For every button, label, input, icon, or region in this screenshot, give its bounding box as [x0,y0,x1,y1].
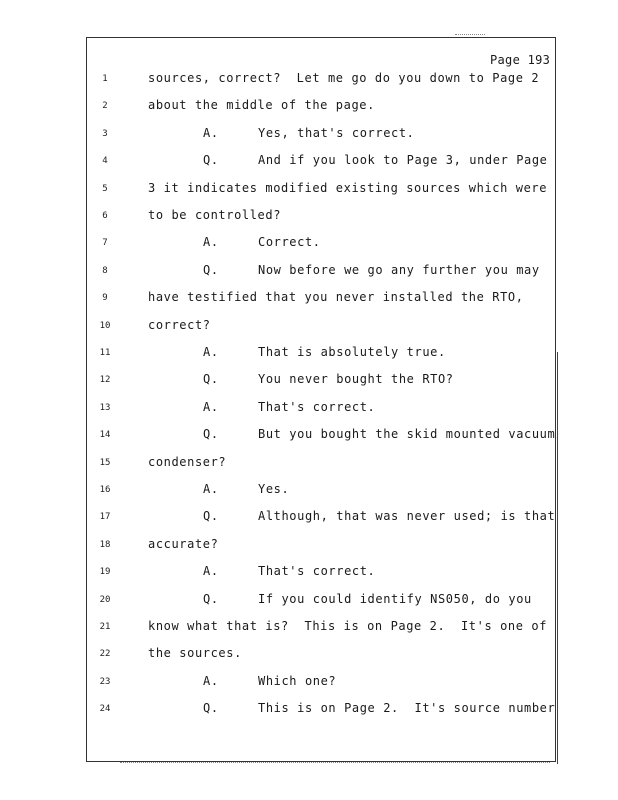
speaker-label: Q. [203,153,219,168]
line-number: 22 [99,649,111,660]
line-text: accurate? [148,536,219,551]
transcript-line [0,263,618,285]
line-number: 11 [99,348,111,358]
scan-artifact-top [455,34,485,35]
line-number: 3 [102,128,108,139]
line-number: 12 [99,375,111,386]
transcript-line [0,71,618,93]
line-text: Which one? [258,673,337,688]
line-number: 24 [99,704,111,715]
speaker-label: A. [203,345,219,359]
speaker-label: A. [203,399,219,414]
line-text: 3 it indicates modified existing sources which were [148,180,548,195]
line-number: 10 [99,320,111,331]
transcript-line [0,592,618,614]
line-number: 6 [102,211,108,221]
line-text: Correct. [258,235,321,250]
transcript-line [0,235,618,257]
line-text: the sources. [148,646,242,661]
line-number: 1 [102,74,108,84]
line-number: 7 [102,238,108,249]
line-text: Although, that was never used; is that [258,509,556,524]
speaker-label: Q. [203,701,219,716]
transcript-line [0,400,618,422]
line-text: condenser? [148,454,227,469]
line-text: You never bought the RTO? [258,372,454,387]
line-text: about the middle of the page. [148,98,375,113]
line-text: That's correct. [258,564,376,579]
line-number: 16 [99,485,111,495]
line-number: 13 [99,402,111,413]
line-text: sources, correct? Let me go do you down to Page 2 [148,71,540,85]
line-number: 19 [99,567,111,578]
line-number: 23 [99,676,111,687]
speaker-label: Q. [203,427,219,442]
speaker-label: Q. [203,372,219,387]
transcript-line [0,619,618,641]
line-text: to be controlled? [148,208,282,222]
line-number: 21 [99,622,111,632]
transcript-line [0,372,618,394]
line-number: 14 [99,430,111,441]
transcript-line [0,318,618,340]
line-text: If you could identify NS050, do you [258,591,532,606]
transcript-line [0,509,618,531]
line-number: 17 [99,512,111,523]
speaker-label: Q. [203,262,219,277]
line-text: Yes. [258,482,290,496]
line-text: And if you look to Page 3, under Page [258,153,548,168]
transcript-line [0,455,618,477]
transcript-line [0,345,618,367]
line-number: 18 [99,539,111,550]
transcript-line [0,208,618,230]
transcript-line [0,427,618,449]
transcript-line [0,646,618,668]
speaker-label: Q. [203,591,219,606]
speaker-label: A. [203,564,219,579]
transcript-line [0,290,618,312]
line-number: 2 [102,101,108,112]
line-text: correct? [148,317,211,332]
page-number: Page 193 [490,53,551,67]
speaker-label: Q. [203,509,219,524]
line-text: know what that is? This is on Page 2. It's one of [148,619,548,633]
line-text: have testified that you never installed the RTO, [148,290,524,305]
line-number: 15 [99,457,111,468]
transcript-line [0,674,618,696]
speaker-label: A. [203,125,219,140]
line-text: This is on Page 2. It's source number [258,701,556,716]
transcript-line [0,98,618,120]
line-number: 4 [102,156,108,167]
transcript-line [0,181,618,203]
transcript-line [0,126,618,148]
line-text: Yes, that's correct. [258,125,415,140]
transcript-line [0,153,618,175]
transcript-line [0,564,618,586]
speaker-label: A. [203,235,219,250]
transcript-line [0,482,618,504]
line-number: 9 [102,293,108,304]
transcript-line [0,701,618,723]
line-number: 8 [102,265,108,276]
line-number: 5 [102,183,108,194]
speaker-label: A. [203,482,219,496]
transcript-line [0,537,618,559]
line-number: 20 [99,594,111,605]
line-text: That's correct. [258,399,376,414]
scan-artifact-bottom [120,762,550,765]
line-text: But you bought the skid mounted vacuum [258,427,556,442]
line-text: That is absolutely true. [258,345,446,359]
speaker-label: A. [203,673,219,688]
line-text: Now before we go any further you may [258,262,540,277]
